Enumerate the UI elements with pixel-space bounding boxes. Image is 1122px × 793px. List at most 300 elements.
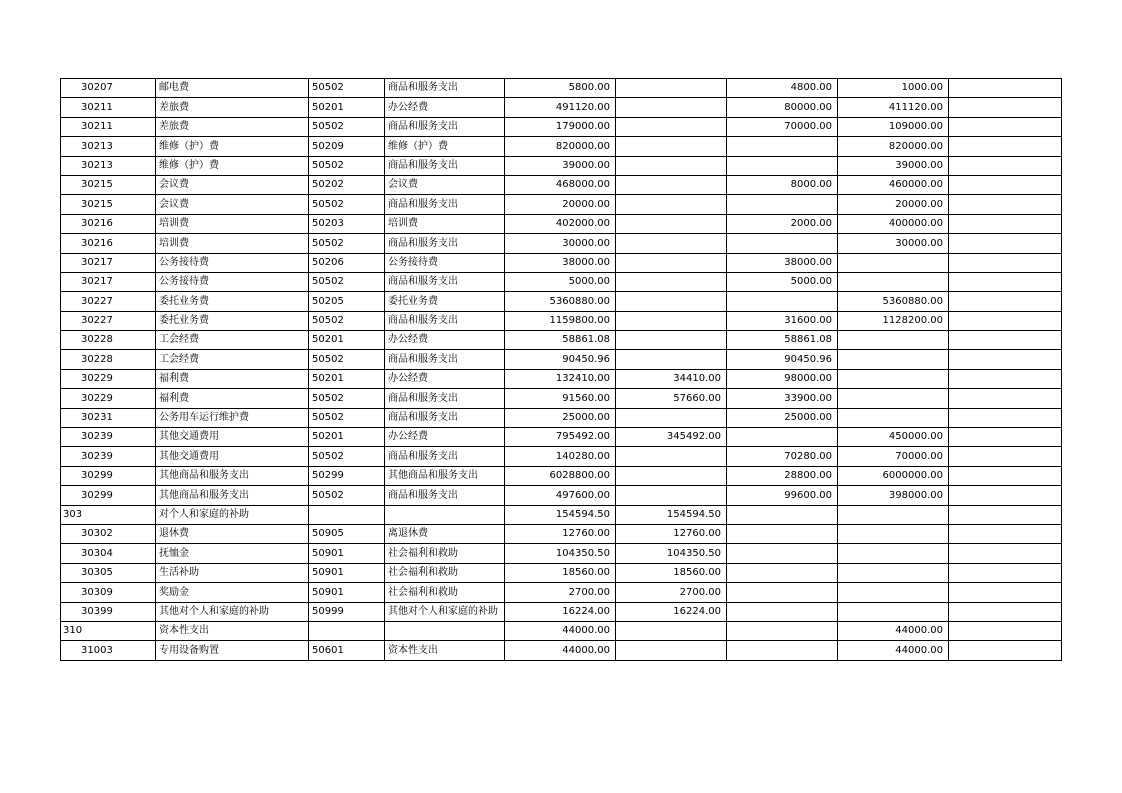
func-name-cell: 社会福利和救助 (385, 583, 505, 602)
table-row (61, 447, 1062, 466)
func-code-cell: 50299 (309, 466, 385, 485)
func-code-cell: 50502 (309, 117, 385, 136)
func-code-cell: 50502 (309, 389, 385, 408)
econ-name-cell: 福利费 (156, 389, 309, 408)
func-name-cell: 商品和服务支出 (385, 195, 505, 214)
amount-col3-cell: 1128200.00 (838, 311, 949, 330)
func-code-cell: 50502 (309, 79, 385, 98)
func-name-cell: 公务接待费 (385, 253, 505, 272)
econ-name-cell: 其他交通费用 (156, 447, 309, 466)
total-cell: 1159800.00 (505, 311, 616, 330)
amount-col4-cell (949, 486, 1062, 505)
func-code-cell (309, 505, 385, 524)
econ-name-cell: 委托业务费 (156, 311, 309, 330)
econ-code-cell: 30309 (61, 583, 156, 602)
table-row (61, 544, 1062, 563)
econ-code-cell: 30228 (61, 350, 156, 369)
total-cell: 820000.00 (505, 137, 616, 156)
table-row (61, 505, 1062, 524)
total-cell: 104350.50 (505, 544, 616, 563)
econ-code-cell: 30207 (61, 79, 156, 98)
econ-name-cell: 抚恤金 (156, 544, 309, 563)
amount-col2-cell (727, 621, 838, 640)
func-code-cell: 50502 (309, 486, 385, 505)
total-cell: 132410.00 (505, 369, 616, 388)
amount-col4-cell (949, 331, 1062, 350)
amount-col2-cell (727, 505, 838, 524)
econ-name-cell: 差旅费 (156, 98, 309, 117)
amount-col3-cell (838, 544, 949, 563)
total-cell: 140280.00 (505, 447, 616, 466)
total-cell: 16224.00 (505, 602, 616, 621)
func-code-cell: 50502 (309, 447, 385, 466)
total-cell: 44000.00 (505, 641, 616, 660)
amount-col3-cell: 820000.00 (838, 137, 949, 156)
func-name-cell: 办公经费 (385, 98, 505, 117)
econ-code-cell: 30239 (61, 428, 156, 447)
econ-code-cell: 30239 (61, 447, 156, 466)
amount-col3-cell: 44000.00 (838, 621, 949, 640)
amount-col2-cell: 4800.00 (727, 79, 838, 98)
amount-col4-cell (949, 524, 1062, 543)
amount-col3-cell (838, 602, 949, 621)
econ-name-cell: 其他对个人和家庭的补助 (156, 602, 309, 621)
amount-col1-cell: 57660.00 (616, 389, 727, 408)
amount-col3-cell: 20000.00 (838, 195, 949, 214)
econ-code-cell: 30231 (61, 408, 156, 427)
amount-col1-cell: 104350.50 (616, 544, 727, 563)
amount-col2-cell: 80000.00 (727, 98, 838, 117)
func-code-cell: 50205 (309, 292, 385, 311)
amount-col4-cell (949, 253, 1062, 272)
func-code-cell: 50201 (309, 369, 385, 388)
amount-col3-cell: 5360880.00 (838, 292, 949, 311)
table-row (61, 331, 1062, 350)
func-name-cell: 办公经费 (385, 331, 505, 350)
func-name-cell: 办公经费 (385, 428, 505, 447)
amount-col3-cell (838, 583, 949, 602)
func-code-cell: 50206 (309, 253, 385, 272)
amount-col2-cell (727, 292, 838, 311)
table-row (61, 79, 1062, 98)
amount-col1-cell (616, 486, 727, 505)
amount-col1-cell (616, 137, 727, 156)
amount-col4-cell (949, 563, 1062, 582)
total-cell: 402000.00 (505, 214, 616, 233)
table-row (61, 369, 1062, 388)
econ-name-cell: 工会经费 (156, 331, 309, 350)
func-code-cell: 50201 (309, 331, 385, 350)
amount-col1-cell (616, 79, 727, 98)
amount-col2-cell (727, 156, 838, 175)
amount-col3-cell (838, 272, 949, 291)
econ-name-cell: 其他商品和服务支出 (156, 466, 309, 485)
econ-name-cell: 差旅费 (156, 117, 309, 136)
econ-name-cell: 邮电费 (156, 79, 309, 98)
amount-col1-cell: 34410.00 (616, 369, 727, 388)
econ-code-cell: 30304 (61, 544, 156, 563)
econ-name-cell: 公务用车运行维护费 (156, 408, 309, 427)
amount-col3-cell (838, 350, 949, 369)
total-cell: 468000.00 (505, 175, 616, 194)
func-name-cell: 商品和服务支出 (385, 311, 505, 330)
amount-col1-cell (616, 156, 727, 175)
total-cell: 5800.00 (505, 79, 616, 98)
budget-table (60, 78, 1062, 661)
amount-col2-cell: 8000.00 (727, 175, 838, 194)
amount-col4-cell (949, 466, 1062, 485)
econ-name-cell: 资本性支出 (156, 621, 309, 640)
func-code-cell: 50502 (309, 272, 385, 291)
func-code-cell: 50502 (309, 311, 385, 330)
amount-col4-cell (949, 79, 1062, 98)
func-name-cell: 培训费 (385, 214, 505, 233)
amount-col4-cell (949, 117, 1062, 136)
total-cell: 2700.00 (505, 583, 616, 602)
amount-col1-cell: 18560.00 (616, 563, 727, 582)
econ-name-cell: 奖励金 (156, 583, 309, 602)
func-code-cell: 50901 (309, 563, 385, 582)
func-code-cell: 50901 (309, 583, 385, 602)
amount-col2-cell (727, 524, 838, 543)
total-cell: 12760.00 (505, 524, 616, 543)
func-code-cell: 50502 (309, 408, 385, 427)
econ-name-cell: 对个人和家庭的补助 (156, 505, 309, 524)
table-row (61, 389, 1062, 408)
amount-col2-cell (727, 544, 838, 563)
amount-col2-cell: 90450.96 (727, 350, 838, 369)
func-code-cell: 50502 (309, 195, 385, 214)
table-row (61, 292, 1062, 311)
amount-col1-cell (616, 408, 727, 427)
func-name-cell: 商品和服务支出 (385, 350, 505, 369)
table-body (61, 79, 1062, 661)
func-code-cell: 50502 (309, 234, 385, 253)
amount-col2-cell: 25000.00 (727, 408, 838, 427)
amount-col2-cell (727, 234, 838, 253)
amount-col3-cell (838, 331, 949, 350)
econ-code-cell: 31003 (61, 641, 156, 660)
amount-col4-cell (949, 583, 1062, 602)
econ-code-cell: 30211 (61, 98, 156, 117)
func-code-cell: 50601 (309, 641, 385, 660)
func-code-cell: 50201 (309, 98, 385, 117)
func-name-cell: 其他对个人和家庭的补助 (385, 602, 505, 621)
func-name-cell: 维修（护）费 (385, 137, 505, 156)
table-row (61, 486, 1062, 505)
amount-col1-cell (616, 350, 727, 369)
amount-col3-cell: 39000.00 (838, 156, 949, 175)
table-row (61, 563, 1062, 582)
amount-col2-cell (727, 641, 838, 660)
amount-col1-cell (616, 447, 727, 466)
table-row (61, 98, 1062, 117)
table-row (61, 408, 1062, 427)
func-name-cell: 其他商品和服务支出 (385, 466, 505, 485)
amount-col3-cell: 109000.00 (838, 117, 949, 136)
amount-col3-cell: 398000.00 (838, 486, 949, 505)
total-cell: 154594.50 (505, 505, 616, 524)
func-name-cell: 办公经费 (385, 369, 505, 388)
amount-col1-cell (616, 98, 727, 117)
total-cell: 91560.00 (505, 389, 616, 408)
amount-col3-cell (838, 505, 949, 524)
table-row (61, 272, 1062, 291)
func-code-cell: 50201 (309, 428, 385, 447)
econ-name-cell: 培训费 (156, 234, 309, 253)
econ-code-cell: 30302 (61, 524, 156, 543)
func-name-cell: 商品和服务支出 (385, 234, 505, 253)
total-cell: 497600.00 (505, 486, 616, 505)
amount-col1-cell (616, 311, 727, 330)
amount-col4-cell (949, 292, 1062, 311)
func-name-cell: 商品和服务支出 (385, 408, 505, 427)
econ-code-cell: 30228 (61, 331, 156, 350)
amount-col1-cell: 2700.00 (616, 583, 727, 602)
econ-code-cell: 30217 (61, 253, 156, 272)
amount-col4-cell (949, 156, 1062, 175)
amount-col4-cell (949, 621, 1062, 640)
table-row (61, 156, 1062, 175)
econ-name-cell: 生活补助 (156, 563, 309, 582)
amount-col4-cell (949, 98, 1062, 117)
func-code-cell: 50502 (309, 156, 385, 175)
table-row (61, 583, 1062, 602)
amount-col2-cell: 33900.00 (727, 389, 838, 408)
amount-col1-cell (616, 175, 727, 194)
table-row (61, 195, 1062, 214)
amount-col3-cell (838, 389, 949, 408)
econ-code-cell: 30213 (61, 156, 156, 175)
table-row (61, 466, 1062, 485)
amount-col4-cell (949, 428, 1062, 447)
amount-col1-cell (616, 466, 727, 485)
amount-col3-cell: 460000.00 (838, 175, 949, 194)
econ-code-cell: 30216 (61, 214, 156, 233)
amount-col4-cell (949, 137, 1062, 156)
func-name-cell: 商品和服务支出 (385, 79, 505, 98)
amount-col3-cell (838, 524, 949, 543)
amount-col4-cell (949, 369, 1062, 388)
amount-col3-cell: 1000.00 (838, 79, 949, 98)
econ-name-cell: 工会经费 (156, 350, 309, 369)
total-cell: 39000.00 (505, 156, 616, 175)
amount-col4-cell (949, 195, 1062, 214)
econ-code-cell: 303 (61, 505, 156, 524)
func-name-cell: 商品和服务支出 (385, 156, 505, 175)
econ-code-cell: 30215 (61, 195, 156, 214)
amount-col3-cell (838, 408, 949, 427)
econ-name-cell: 福利费 (156, 369, 309, 388)
func-code-cell: 50999 (309, 602, 385, 621)
total-cell: 179000.00 (505, 117, 616, 136)
total-cell: 30000.00 (505, 234, 616, 253)
table-row (61, 253, 1062, 272)
total-cell: 5000.00 (505, 272, 616, 291)
amount-col2-cell: 38000.00 (727, 253, 838, 272)
amount-col1-cell (616, 234, 727, 253)
amount-col1-cell: 12760.00 (616, 524, 727, 543)
amount-col4-cell (949, 311, 1062, 330)
amount-col2-cell (727, 137, 838, 156)
econ-code-cell: 30211 (61, 117, 156, 136)
econ-name-cell: 维修（护）费 (156, 156, 309, 175)
table-row (61, 311, 1062, 330)
amount-col2-cell: 58861.08 (727, 331, 838, 350)
func-name-cell: 社会福利和救助 (385, 544, 505, 563)
amount-col4-cell (949, 641, 1062, 660)
func-code-cell: 50202 (309, 175, 385, 194)
amount-col4-cell (949, 408, 1062, 427)
amount-col2-cell: 70000.00 (727, 117, 838, 136)
amount-col2-cell (727, 195, 838, 214)
func-name-cell (385, 621, 505, 640)
econ-code-cell: 30215 (61, 175, 156, 194)
amount-col2-cell (727, 428, 838, 447)
econ-code-cell: 30299 (61, 466, 156, 485)
econ-name-cell: 会议费 (156, 195, 309, 214)
table-row (61, 641, 1062, 660)
amount-col2-cell: 28800.00 (727, 466, 838, 485)
econ-code-cell: 30299 (61, 486, 156, 505)
amount-col3-cell: 411120.00 (838, 98, 949, 117)
amount-col1-cell: 154594.50 (616, 505, 727, 524)
table-row (61, 214, 1062, 233)
func-name-cell: 商品和服务支出 (385, 117, 505, 136)
amount-col4-cell (949, 350, 1062, 369)
table-row (61, 350, 1062, 369)
amount-col1-cell (616, 292, 727, 311)
total-cell: 795492.00 (505, 428, 616, 447)
func-name-cell (385, 505, 505, 524)
econ-code-cell: 310 (61, 621, 156, 640)
amount-col3-cell (838, 563, 949, 582)
func-name-cell: 资本性支出 (385, 641, 505, 660)
amount-col3-cell (838, 253, 949, 272)
econ-code-cell: 30227 (61, 292, 156, 311)
amount-col3-cell: 400000.00 (838, 214, 949, 233)
amount-col2-cell (727, 583, 838, 602)
func-code-cell: 50905 (309, 524, 385, 543)
func-name-cell: 离退休费 (385, 524, 505, 543)
total-cell: 44000.00 (505, 621, 616, 640)
amount-col4-cell (949, 447, 1062, 466)
func-name-cell: 商品和服务支出 (385, 389, 505, 408)
amount-col1-cell (616, 272, 727, 291)
func-code-cell: 50901 (309, 544, 385, 563)
amount-col2-cell (727, 602, 838, 621)
func-code-cell: 50203 (309, 214, 385, 233)
amount-col4-cell (949, 234, 1062, 253)
func-code-cell: 50209 (309, 137, 385, 156)
total-cell: 6028800.00 (505, 466, 616, 485)
total-cell: 18560.00 (505, 563, 616, 582)
func-name-cell: 商品和服务支出 (385, 447, 505, 466)
econ-name-cell: 培训费 (156, 214, 309, 233)
amount-col3-cell: 450000.00 (838, 428, 949, 447)
econ-name-cell: 专用设备购置 (156, 641, 309, 660)
econ-name-cell: 其他商品和服务支出 (156, 486, 309, 505)
total-cell: 25000.00 (505, 408, 616, 427)
table-row (61, 602, 1062, 621)
total-cell: 58861.08 (505, 331, 616, 350)
table-row (61, 175, 1062, 194)
func-name-cell: 委托业务费 (385, 292, 505, 311)
amount-col1-cell (616, 214, 727, 233)
amount-col2-cell: 98000.00 (727, 369, 838, 388)
amount-col1-cell (616, 117, 727, 136)
amount-col4-cell (949, 544, 1062, 563)
amount-col1-cell (616, 195, 727, 214)
econ-name-cell: 公务接待费 (156, 253, 309, 272)
econ-code-cell: 30399 (61, 602, 156, 621)
amount-col4-cell (949, 505, 1062, 524)
table-row (61, 234, 1062, 253)
amount-col4-cell (949, 272, 1062, 291)
econ-code-cell: 30229 (61, 389, 156, 408)
econ-name-cell: 退休费 (156, 524, 309, 543)
amount-col1-cell (616, 641, 727, 660)
econ-name-cell: 会议费 (156, 175, 309, 194)
func-name-cell: 商品和服务支出 (385, 486, 505, 505)
total-cell: 38000.00 (505, 253, 616, 272)
table-row (61, 137, 1062, 156)
amount-col1-cell: 16224.00 (616, 602, 727, 621)
func-name-cell: 商品和服务支出 (385, 272, 505, 291)
amount-col3-cell: 70000.00 (838, 447, 949, 466)
table-row (61, 621, 1062, 640)
table-row (61, 117, 1062, 136)
amount-col4-cell (949, 175, 1062, 194)
total-cell: 5360880.00 (505, 292, 616, 311)
amount-col4-cell (949, 389, 1062, 408)
econ-code-cell: 30305 (61, 563, 156, 582)
amount-col2-cell: 70280.00 (727, 447, 838, 466)
amount-col4-cell (949, 214, 1062, 233)
total-cell: 491120.00 (505, 98, 616, 117)
amount-col3-cell: 30000.00 (838, 234, 949, 253)
amount-col2-cell: 31600.00 (727, 311, 838, 330)
econ-name-cell: 其他交通费用 (156, 428, 309, 447)
econ-code-cell: 30217 (61, 272, 156, 291)
func-code-cell (309, 621, 385, 640)
econ-name-cell: 维修（护）费 (156, 137, 309, 156)
func-code-cell: 50502 (309, 350, 385, 369)
func-name-cell: 会议费 (385, 175, 505, 194)
amount-col1-cell (616, 253, 727, 272)
econ-code-cell: 30216 (61, 234, 156, 253)
amount-col1-cell (616, 331, 727, 350)
econ-code-cell: 30229 (61, 369, 156, 388)
amount-col3-cell (838, 369, 949, 388)
table-row (61, 524, 1062, 543)
amount-col1-cell: 345492.00 (616, 428, 727, 447)
amount-col2-cell: 5000.00 (727, 272, 838, 291)
total-cell: 90450.96 (505, 350, 616, 369)
amount-col4-cell (949, 602, 1062, 621)
amount-col2-cell (727, 563, 838, 582)
amount-col3-cell: 6000000.00 (838, 466, 949, 485)
func-name-cell: 社会福利和救助 (385, 563, 505, 582)
econ-code-cell: 30213 (61, 137, 156, 156)
amount-col3-cell: 44000.00 (838, 641, 949, 660)
total-cell: 20000.00 (505, 195, 616, 214)
econ-name-cell: 公务接待费 (156, 272, 309, 291)
table-row (61, 428, 1062, 447)
amount-col1-cell (616, 621, 727, 640)
econ-name-cell: 委托业务费 (156, 292, 309, 311)
amount-col2-cell: 99600.00 (727, 486, 838, 505)
